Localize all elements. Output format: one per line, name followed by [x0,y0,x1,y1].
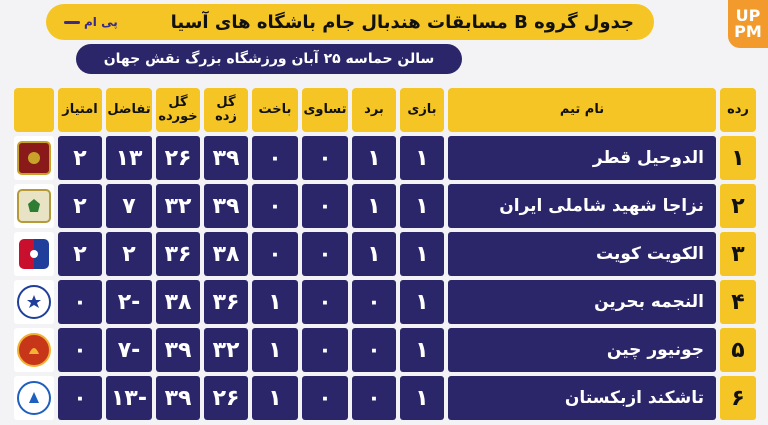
team-cell: النجمه بحرین [448,280,716,324]
brand-mark [64,15,118,29]
gd-cell: -۲ [106,280,152,324]
standings-table [10,84,760,424]
title-bar [46,4,654,40]
won-cell: ۰ [352,328,396,372]
played-cell: ۱ [400,328,444,372]
al-duhail-logo-icon [17,141,51,175]
table-row [14,232,756,276]
points-cell: ۲ [58,184,102,228]
points-cell: ۰ [58,280,102,324]
brand-bar-icon [64,21,80,24]
drawn-cell: ۰ [302,184,348,228]
ga-cell: ۳۹ [156,328,200,372]
lost-cell: ۱ [252,328,298,372]
played-cell: ۱ [400,376,444,420]
won-cell: ۱ [352,232,396,276]
col-team: نام تیم [448,88,716,132]
ga-cell: ۳۶ [156,232,200,276]
ga-cell: ۲۶ [156,136,200,180]
points-cell: ۲ [58,136,102,180]
drawn-cell: ۰ [302,136,348,180]
played-cell: ۱ [400,184,444,228]
col-rank: رده [720,88,756,132]
rank-cell: ۵ [720,328,756,372]
header-row [14,88,756,132]
rank-cell: ۲ [720,184,756,228]
page-title: جدول گروه B مسابقات هندبال جام باشگاه های آسیا [170,11,634,33]
drawn-cell: ۰ [302,376,348,420]
rank-cell: ۴ [720,280,756,324]
al-najma-logo-icon [17,285,51,319]
logo-cell [14,232,54,276]
table-row [14,184,756,228]
lost-cell: ۱ [252,280,298,324]
ga-cell: ۳۸ [156,280,200,324]
lost-cell: ۰ [252,184,298,228]
won-cell: ۰ [352,280,396,324]
col-ga: گل خورده [156,88,200,132]
col-lost: باخت [252,88,298,132]
logo-cell [14,280,54,324]
gf-cell: ۲۶ [204,376,248,420]
gf-cell: ۳۹ [204,136,248,180]
gd-cell: -۱۳ [106,376,152,420]
lost-cell: ۰ [252,136,298,180]
logo-cell [14,376,54,420]
won-cell: ۱ [352,136,396,180]
team-cell: الدوحیل قطر [448,136,716,180]
logo-cell [14,328,54,372]
rank-cell: ۳ [720,232,756,276]
points-cell: ۰ [58,328,102,372]
rank-cell: ۶ [720,376,756,420]
played-cell: ۱ [400,232,444,276]
played-cell: ۱ [400,136,444,180]
corner-brand-logo [728,0,768,48]
table-row [14,280,756,324]
gf-cell: ۳۸ [204,232,248,276]
table-row [14,376,756,420]
col-gd: تفاضل [106,88,152,132]
drawn-cell: ۰ [302,328,348,372]
col-gf: گل زده [204,88,248,132]
table-row [14,328,756,372]
col-won: برد [352,88,396,132]
rank-cell: ۱ [720,136,756,180]
gd-cell: -۷ [106,328,152,372]
won-cell: ۱ [352,184,396,228]
col-logo [14,88,54,132]
col-played: بازی [400,88,444,132]
tashkent-logo-icon [17,381,51,415]
team-cell: جونیور چین [448,328,716,372]
gd-cell: ۷ [106,184,152,228]
china-junior-logo-icon [17,333,51,367]
logo-cell [14,184,54,228]
gd-cell: ۱۳ [106,136,152,180]
venue-subtitle: سالن حماسه ۲۵ آبان ورزشگاه بزرگ نقش جهان [103,51,435,67]
nezaja-logo-icon [17,189,51,223]
drawn-cell: ۰ [302,280,348,324]
corner-logo-line-1: UP [735,6,761,25]
corner-logo-line-2: PM [734,22,762,41]
gf-cell: ۳۲ [204,328,248,372]
team-cell: تاشکند ازبکستان [448,376,716,420]
lost-cell: ۰ [252,232,298,276]
col-points: امتیاز [58,88,102,132]
team-cell: الکویت کویت [448,232,716,276]
won-cell: ۰ [352,376,396,420]
kuwait-sc-logo-icon [19,239,49,269]
col-drawn: تساوی [302,88,348,132]
team-cell: نزاجا شهید شاملی ایران [448,184,716,228]
logo-cell [14,136,54,180]
gf-cell: ۳۹ [204,184,248,228]
brand-text: پی ام [84,15,118,29]
played-cell: ۱ [400,280,444,324]
gd-cell: ۲ [106,232,152,276]
ga-cell: ۳۲ [156,184,200,228]
table-row [14,136,756,180]
points-cell: ۰ [58,376,102,420]
ga-cell: ۳۹ [156,376,200,420]
points-cell: ۲ [58,232,102,276]
gf-cell: ۳۶ [204,280,248,324]
lost-cell: ۱ [252,376,298,420]
drawn-cell: ۰ [302,232,348,276]
subtitle-bar [76,44,462,74]
